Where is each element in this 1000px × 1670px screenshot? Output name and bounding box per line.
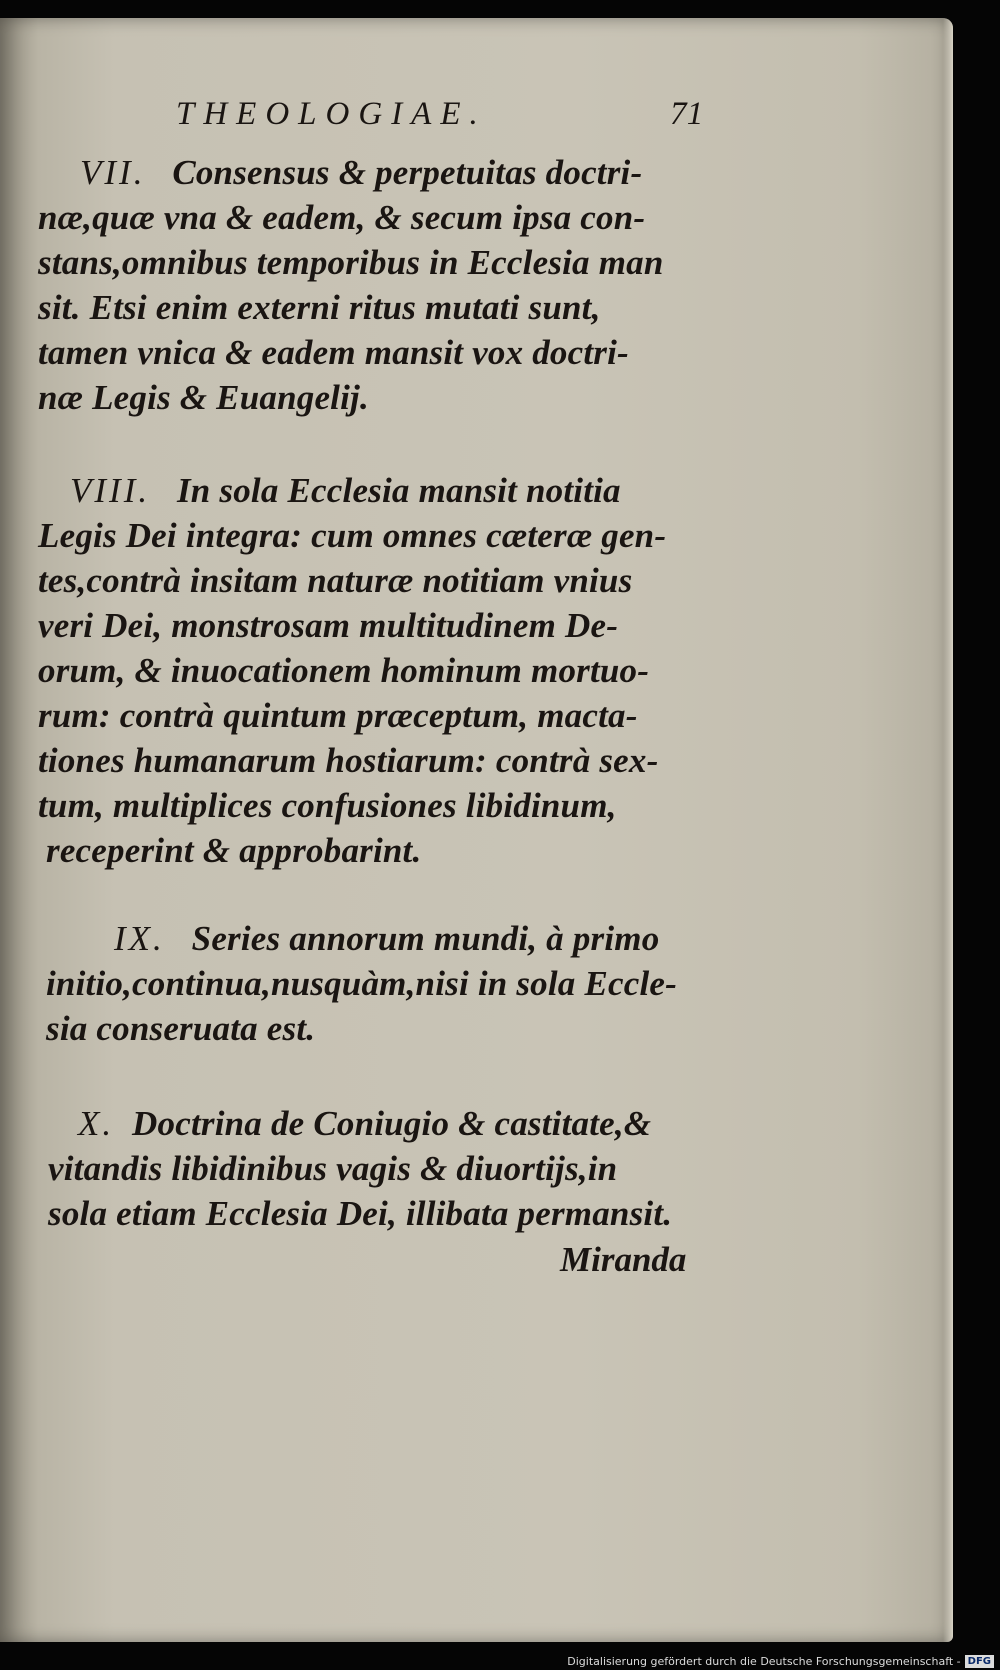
- text-line: initio,continua,nusquàm,nisi in sola Eccle-: [46, 964, 677, 1003]
- paragraph-ix: [38, 916, 743, 1051]
- text-line: tum, multiplices confusiones libidinum,: [38, 786, 617, 825]
- text-line: vitandis libidinibus vagis & diuortijs,in: [48, 1149, 618, 1188]
- text-line: sit. Etsi enim externi ritus mutati sunt,: [38, 288, 601, 327]
- text-line: sia conseruata est.: [46, 1009, 316, 1048]
- folio-number: 71: [670, 96, 704, 132]
- page-header: [38, 96, 743, 142]
- text-line: VIII. In sola Ecclesia mansit notitia: [70, 471, 621, 510]
- text-line: stans,omnibus temporibus in Ecclesia man: [38, 243, 664, 282]
- paragraph-number: IX.: [114, 919, 165, 958]
- paragraph-vii: [38, 150, 743, 420]
- text-line: Legis Dei integra: cum omnes cæteræ gen-: [38, 516, 667, 555]
- dfg-logo-icon: DFG: [965, 1655, 994, 1668]
- catchword: Miranda: [560, 1240, 687, 1279]
- text-line: næ Legis & Euangelij.: [38, 378, 369, 417]
- running-title: THEOLOGIAE.: [176, 96, 487, 132]
- paragraph-number: VIII.: [70, 471, 151, 510]
- text-line: veri Dei, monstrosam multitudinem De-: [38, 606, 619, 645]
- text-line: orum, & inuocationem hominum mortuo-: [38, 651, 650, 690]
- text-line: tiones humanarum hostiarum: contrà sex-: [38, 741, 659, 780]
- text-line: tes,contrà insitam naturæ notitiam vnius: [38, 561, 633, 600]
- paragraph-number: VII.: [80, 153, 146, 192]
- text-line: X. Doctrina de Coniugio & castitate,&: [78, 1104, 652, 1143]
- text-line: receperint & approbarint.: [46, 831, 422, 870]
- text-line: sola etiam Ecclesia Dei, illibata permansit.: [48, 1194, 673, 1233]
- paragraph-x: [38, 1101, 743, 1236]
- text-line: VII. Consensus & perpetuitas doctri-: [80, 153, 643, 192]
- paragraph-viii: [38, 468, 743, 873]
- credit-text: Digitalisierung gefördert durch die Deutsche Forschungsgemeinschaft -: [567, 1655, 961, 1668]
- text-line: IX. Series annorum mundi, à primo: [114, 919, 660, 958]
- text-line: tamen vnica & eadem mansit vox doctri-: [38, 333, 629, 372]
- text-line: rum: contrà quintum præceptum, macta-: [38, 696, 638, 735]
- text-line: næ,quæ vna & eadem, & secum ipsa con-: [38, 198, 646, 237]
- paragraph-number: X.: [78, 1104, 115, 1143]
- book-page: [0, 18, 953, 1642]
- digitization-credit: [567, 1655, 994, 1668]
